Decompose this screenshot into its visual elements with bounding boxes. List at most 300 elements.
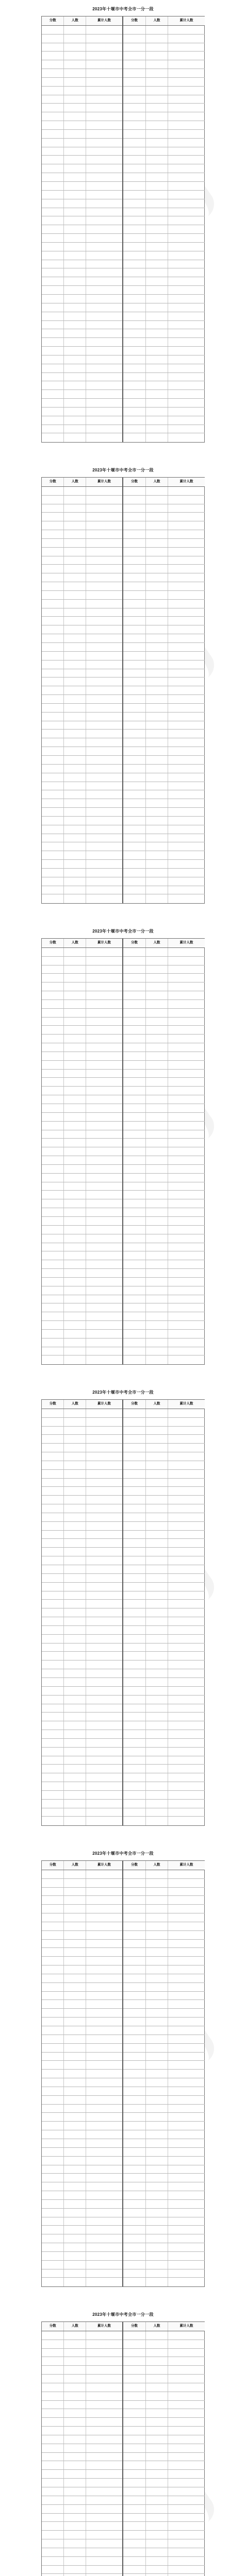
cumulative-count-cell bbox=[168, 208, 205, 216]
score-cell bbox=[42, 433, 64, 442]
cumulative-count-cell bbox=[168, 2053, 205, 2061]
table-row bbox=[123, 1965, 205, 1974]
count-cell bbox=[146, 738, 168, 747]
count-cell bbox=[64, 1330, 86, 1338]
table-row bbox=[42, 1208, 122, 1217]
score-cell bbox=[123, 1513, 146, 1521]
count-cell bbox=[146, 886, 168, 894]
cumulative-count-cell bbox=[86, 2496, 122, 2504]
score-cell bbox=[123, 496, 146, 504]
score-cell bbox=[42, 1687, 64, 1695]
score-cell bbox=[42, 2243, 64, 2251]
table-row bbox=[123, 1870, 205, 1879]
score-cell bbox=[42, 2261, 64, 2269]
cumulative-count-cell bbox=[168, 799, 205, 807]
table-row bbox=[42, 1888, 122, 1896]
score-cell bbox=[42, 1260, 64, 1268]
score-cell bbox=[42, 26, 64, 34]
score-cell bbox=[42, 1409, 64, 1417]
score-cell bbox=[123, 373, 146, 381]
cumulative-count-cell bbox=[168, 104, 205, 112]
count-cell bbox=[146, 295, 168, 303]
cumulative-count-cell bbox=[168, 1965, 205, 1974]
cumulative-count-cell bbox=[86, 1303, 122, 1312]
table-row bbox=[42, 2470, 122, 2479]
cumulative-count-cell bbox=[168, 139, 205, 147]
score-cell bbox=[123, 948, 146, 956]
table-row bbox=[123, 1251, 205, 1260]
table-row bbox=[123, 1165, 205, 1174]
cumulative-count-cell bbox=[168, 1174, 205, 1182]
score-cell bbox=[123, 1269, 146, 1277]
table-row bbox=[42, 573, 122, 582]
cumulative-count-cell bbox=[168, 2026, 205, 2035]
count-cell bbox=[64, 1043, 86, 1052]
table-row bbox=[123, 2479, 205, 2487]
cumulative-count-cell bbox=[168, 1756, 205, 1765]
score-cell bbox=[42, 425, 64, 433]
score-cell bbox=[123, 225, 146, 233]
table-row bbox=[123, 95, 205, 104]
table-row bbox=[42, 121, 122, 130]
score-cell bbox=[123, 2409, 146, 2417]
cumulative-count-cell bbox=[168, 1070, 205, 1078]
cumulative-count-cell bbox=[168, 1113, 205, 1121]
count-cell bbox=[64, 2444, 86, 2452]
table-row bbox=[42, 1739, 122, 1748]
column-header: 分数 bbox=[123, 1861, 146, 1870]
right-table-column-group bbox=[123, 2322, 205, 2576]
count-cell bbox=[146, 1800, 168, 1808]
score-cell bbox=[42, 2392, 64, 2400]
count-cell bbox=[146, 747, 168, 755]
count-cell bbox=[64, 2096, 86, 2104]
table-row bbox=[123, 2070, 205, 2078]
score-cell bbox=[123, 87, 146, 95]
column-header: 累计人数 bbox=[97, 2324, 111, 2328]
table-row bbox=[123, 2165, 205, 2174]
cumulative-count-cell bbox=[86, 1748, 122, 1756]
right-table-column-group bbox=[123, 939, 205, 1364]
cumulative-count-cell bbox=[168, 1983, 205, 1991]
table-header-row bbox=[123, 478, 205, 487]
table-row bbox=[42, 1452, 122, 1461]
count-cell bbox=[146, 686, 168, 694]
cumulative-count-cell bbox=[168, 1035, 205, 1043]
score-cell bbox=[42, 600, 64, 608]
score-cell bbox=[123, 1808, 146, 1817]
cumulative-count-cell bbox=[86, 303, 122, 312]
score-cell bbox=[42, 1957, 64, 1965]
table-row bbox=[123, 416, 205, 425]
cumulative-count-cell bbox=[86, 2018, 122, 2026]
table-header-row bbox=[42, 1400, 122, 1409]
count-cell bbox=[146, 1652, 168, 1660]
table-row bbox=[42, 52, 122, 60]
cumulative-count-cell bbox=[168, 1791, 205, 1799]
cumulative-count-cell bbox=[86, 1122, 122, 1130]
table-row bbox=[42, 1696, 122, 1704]
score-cell bbox=[42, 1234, 64, 1243]
count-cell bbox=[64, 548, 86, 556]
table-row bbox=[42, 1643, 122, 1652]
table-row bbox=[42, 643, 122, 652]
cumulative-count-cell bbox=[168, 652, 205, 660]
table-row bbox=[123, 1286, 205, 1295]
count-cell bbox=[64, 513, 86, 521]
cumulative-count-cell bbox=[86, 1174, 122, 1182]
cumulative-count-cell bbox=[168, 347, 205, 355]
table-row bbox=[123, 390, 205, 399]
table-row bbox=[123, 1608, 205, 1617]
table-row bbox=[42, 156, 122, 164]
table-row bbox=[123, 851, 205, 860]
score-cell bbox=[42, 2078, 64, 2087]
score-cell bbox=[42, 191, 64, 199]
right-table-column-group bbox=[123, 478, 205, 903]
count-cell bbox=[64, 1704, 86, 1713]
count-cell bbox=[64, 643, 86, 651]
cumulative-count-cell bbox=[86, 1782, 122, 1790]
score-cell bbox=[42, 530, 64, 538]
table-row bbox=[42, 991, 122, 1000]
count-cell bbox=[146, 2122, 168, 2130]
table-row bbox=[42, 35, 122, 43]
table-row bbox=[42, 1931, 122, 1940]
cumulative-count-cell bbox=[86, 1643, 122, 1652]
column-header: 人数 bbox=[146, 478, 168, 486]
score-cell bbox=[42, 2514, 64, 2522]
table-row bbox=[42, 730, 122, 738]
score-cell bbox=[42, 1574, 64, 1582]
score-cell bbox=[123, 773, 146, 782]
score-cell bbox=[42, 2505, 64, 2513]
table-row bbox=[123, 1583, 205, 1591]
count-cell bbox=[146, 1330, 168, 1338]
count-cell bbox=[64, 2505, 86, 2513]
cumulative-count-cell bbox=[168, 808, 205, 816]
score-cell bbox=[123, 565, 146, 573]
cumulative-count-cell bbox=[168, 1548, 205, 1556]
cumulative-count-cell bbox=[168, 1479, 205, 1487]
count-cell bbox=[146, 851, 168, 859]
cumulative-count-cell bbox=[168, 2096, 205, 2104]
score-cell bbox=[123, 2078, 146, 2087]
table-row bbox=[42, 669, 122, 678]
count-cell bbox=[146, 591, 168, 599]
score-cell bbox=[42, 1139, 64, 1147]
table-row bbox=[42, 504, 122, 513]
cumulative-count-cell bbox=[86, 825, 122, 834]
cumulative-count-cell bbox=[168, 286, 205, 294]
cumulative-count-cell bbox=[86, 1208, 122, 1216]
count-cell bbox=[146, 321, 168, 329]
score-cell bbox=[123, 1303, 146, 1312]
table-row bbox=[42, 2217, 122, 2226]
score-cell bbox=[42, 2331, 64, 2340]
score-cell bbox=[123, 1922, 146, 1930]
table-row bbox=[123, 87, 205, 95]
count-cell bbox=[64, 364, 86, 372]
count-cell bbox=[146, 1199, 168, 1208]
score-cell bbox=[123, 851, 146, 859]
table-row bbox=[123, 208, 205, 217]
score-cell bbox=[123, 1122, 146, 1130]
cumulative-count-cell bbox=[168, 957, 205, 965]
score-cell bbox=[42, 35, 64, 43]
table-row bbox=[123, 2427, 205, 2435]
score-cell bbox=[42, 1199, 64, 1208]
cumulative-count-cell bbox=[168, 2470, 205, 2478]
table-row bbox=[123, 1409, 205, 1418]
table-row bbox=[42, 1347, 122, 1356]
count-cell bbox=[64, 1191, 86, 1199]
cumulative-count-cell bbox=[86, 130, 122, 138]
cumulative-count-cell bbox=[86, 2174, 122, 2182]
table-row bbox=[123, 1052, 205, 1061]
cumulative-count-cell bbox=[86, 539, 122, 547]
score-cell bbox=[123, 991, 146, 999]
table-row bbox=[123, 225, 205, 234]
cumulative-count-cell bbox=[86, 957, 122, 965]
score-cell bbox=[42, 1338, 64, 1347]
table-row bbox=[42, 1652, 122, 1660]
score-cell bbox=[123, 295, 146, 303]
table-row bbox=[42, 338, 122, 347]
count-cell bbox=[64, 2522, 86, 2530]
table-row bbox=[123, 1461, 205, 1470]
count-cell bbox=[146, 2487, 168, 2496]
score-cell bbox=[123, 216, 146, 225]
count-cell bbox=[146, 1427, 168, 1435]
cumulative-count-cell bbox=[168, 1286, 205, 1295]
cumulative-count-cell bbox=[86, 1940, 122, 1948]
cumulative-count-cell bbox=[86, 1992, 122, 2000]
cumulative-count-cell bbox=[86, 277, 122, 285]
score-cell bbox=[123, 1992, 146, 2000]
table-row bbox=[123, 2470, 205, 2479]
score-cell bbox=[42, 521, 64, 530]
score-cell bbox=[123, 1156, 146, 1164]
cumulative-count-cell bbox=[86, 1626, 122, 1634]
score-cell bbox=[42, 2044, 64, 2052]
count-cell bbox=[146, 2234, 168, 2243]
cumulative-count-cell bbox=[168, 974, 205, 982]
table-row bbox=[123, 1347, 205, 1356]
cumulative-count-cell bbox=[86, 416, 122, 425]
count-cell bbox=[64, 173, 86, 181]
score-cell bbox=[123, 1574, 146, 1582]
score-cell bbox=[123, 251, 146, 260]
table-row bbox=[42, 660, 122, 669]
score-cell bbox=[42, 617, 64, 625]
table-row bbox=[123, 1217, 205, 1226]
cumulative-count-cell bbox=[86, 834, 122, 842]
cumulative-count-cell bbox=[86, 2366, 122, 2374]
count-cell bbox=[64, 1905, 86, 1913]
sheet-title: 2023年十堰市中考全市一分一段 bbox=[92, 7, 154, 11]
table-row bbox=[42, 2009, 122, 2018]
count-cell bbox=[64, 1948, 86, 1956]
score-cell bbox=[123, 790, 146, 799]
sheet-title: 2023年十堰市中考全市一分一段 bbox=[92, 1851, 154, 1856]
score-cell bbox=[42, 1026, 64, 1034]
cumulative-count-cell bbox=[86, 243, 122, 251]
table-row bbox=[42, 2148, 122, 2157]
table-row bbox=[42, 78, 122, 87]
cumulative-count-cell bbox=[168, 1704, 205, 1713]
table-row bbox=[123, 2409, 205, 2418]
score-cell bbox=[42, 52, 64, 60]
count-cell bbox=[146, 1026, 168, 1034]
cumulative-count-cell bbox=[86, 2026, 122, 2035]
table-row bbox=[42, 1260, 122, 1269]
count-cell bbox=[146, 2174, 168, 2182]
cumulative-count-cell bbox=[86, 1130, 122, 1139]
cumulative-count-cell bbox=[168, 2070, 205, 2078]
count-cell bbox=[146, 2044, 168, 2052]
score-cell bbox=[123, 1556, 146, 1565]
cumulative-count-cell bbox=[86, 1608, 122, 1617]
table-row bbox=[42, 234, 122, 243]
cumulative-count-cell bbox=[86, 1226, 122, 1234]
cumulative-count-cell bbox=[168, 2200, 205, 2208]
table-row bbox=[123, 2392, 205, 2401]
score-cell bbox=[123, 399, 146, 407]
score-cell bbox=[123, 1713, 146, 1721]
table-row bbox=[123, 338, 205, 347]
score-cell bbox=[123, 1888, 146, 1896]
count-cell bbox=[64, 1444, 86, 1452]
score-cell bbox=[42, 2061, 64, 2069]
score-table bbox=[41, 938, 205, 1365]
score-cell bbox=[123, 1095, 146, 1104]
count-cell bbox=[64, 139, 86, 147]
score-cell bbox=[42, 104, 64, 112]
score-cell bbox=[42, 851, 64, 859]
score-cell bbox=[42, 1104, 64, 1112]
score-cell bbox=[123, 2461, 146, 2469]
table-row bbox=[123, 173, 205, 182]
table-row bbox=[123, 1896, 205, 1905]
cumulative-count-cell bbox=[168, 321, 205, 329]
cumulative-count-cell bbox=[86, 1922, 122, 1930]
count-cell bbox=[146, 2226, 168, 2234]
cumulative-count-cell bbox=[86, 851, 122, 859]
count-cell bbox=[146, 2531, 168, 2539]
table-row bbox=[123, 1009, 205, 1018]
table-row bbox=[42, 756, 122, 765]
table-row bbox=[42, 487, 122, 496]
score-cell bbox=[123, 2349, 146, 2357]
score-cell bbox=[42, 1531, 64, 1539]
cumulative-count-cell bbox=[86, 877, 122, 886]
count-cell bbox=[64, 1461, 86, 1469]
table-row bbox=[123, 1808, 205, 1817]
count-cell bbox=[64, 713, 86, 721]
table-row bbox=[123, 2487, 205, 2496]
count-cell bbox=[64, 600, 86, 608]
score-cell bbox=[42, 965, 64, 974]
table-row bbox=[42, 1879, 122, 1888]
count-cell bbox=[64, 268, 86, 277]
cumulative-count-cell bbox=[168, 268, 205, 277]
cumulative-count-cell bbox=[86, 1539, 122, 1547]
count-cell bbox=[64, 1957, 86, 1965]
score-cell bbox=[42, 2487, 64, 2496]
table-row bbox=[42, 1095, 122, 1104]
count-cell bbox=[146, 1896, 168, 1904]
table-row bbox=[42, 1730, 122, 1739]
count-cell bbox=[64, 487, 86, 495]
score-cell bbox=[42, 2234, 64, 2243]
cumulative-count-cell bbox=[86, 1487, 122, 1495]
score-cell bbox=[42, 268, 64, 277]
count-cell bbox=[64, 312, 86, 320]
score-cell bbox=[42, 121, 64, 129]
table-row bbox=[123, 1504, 205, 1513]
table-row bbox=[123, 268, 205, 277]
table-row bbox=[123, 2200, 205, 2209]
cumulative-count-cell bbox=[168, 1574, 205, 1582]
count-cell bbox=[64, 1487, 86, 1495]
table-row bbox=[123, 2053, 205, 2061]
table-row bbox=[123, 1626, 205, 1635]
score-cell bbox=[42, 1713, 64, 1721]
cumulative-count-cell bbox=[86, 2157, 122, 2165]
table-row bbox=[123, 608, 205, 617]
score-cell bbox=[42, 2200, 64, 2208]
count-cell bbox=[64, 1052, 86, 1060]
table-row bbox=[42, 286, 122, 295]
cumulative-count-cell bbox=[168, 1870, 205, 1878]
count-cell bbox=[64, 1800, 86, 1808]
cumulative-count-cell bbox=[86, 1338, 122, 1347]
table-row bbox=[42, 1748, 122, 1756]
score-cell bbox=[123, 1583, 146, 1591]
count-cell bbox=[146, 191, 168, 199]
table-row bbox=[42, 104, 122, 112]
score-cell bbox=[123, 312, 146, 320]
score-cell bbox=[123, 1208, 146, 1216]
score-cell bbox=[123, 1018, 146, 1026]
cumulative-count-cell bbox=[168, 1147, 205, 1156]
count-cell bbox=[64, 1888, 86, 1896]
count-cell bbox=[64, 773, 86, 782]
score-cell bbox=[123, 1312, 146, 1320]
score-cell bbox=[123, 2366, 146, 2374]
cumulative-count-cell bbox=[168, 2375, 205, 2383]
table-row bbox=[123, 303, 205, 312]
cumulative-count-cell bbox=[168, 1139, 205, 1147]
cumulative-count-cell bbox=[168, 886, 205, 894]
cumulative-count-cell bbox=[168, 381, 205, 389]
score-cell bbox=[123, 1260, 146, 1268]
score-cell bbox=[42, 1626, 64, 1634]
score-cell bbox=[42, 312, 64, 320]
table-row bbox=[123, 1208, 205, 1217]
table-row bbox=[42, 1330, 122, 1338]
cumulative-count-cell bbox=[86, 2375, 122, 2383]
score-cell bbox=[42, 1965, 64, 1974]
count-cell bbox=[64, 2357, 86, 2365]
column-header: 人数 bbox=[64, 2322, 86, 2331]
table-row bbox=[123, 1765, 205, 1773]
score-cell bbox=[42, 1513, 64, 1521]
score-cell bbox=[123, 965, 146, 974]
count-cell bbox=[64, 677, 86, 686]
count-cell bbox=[146, 2566, 168, 2574]
